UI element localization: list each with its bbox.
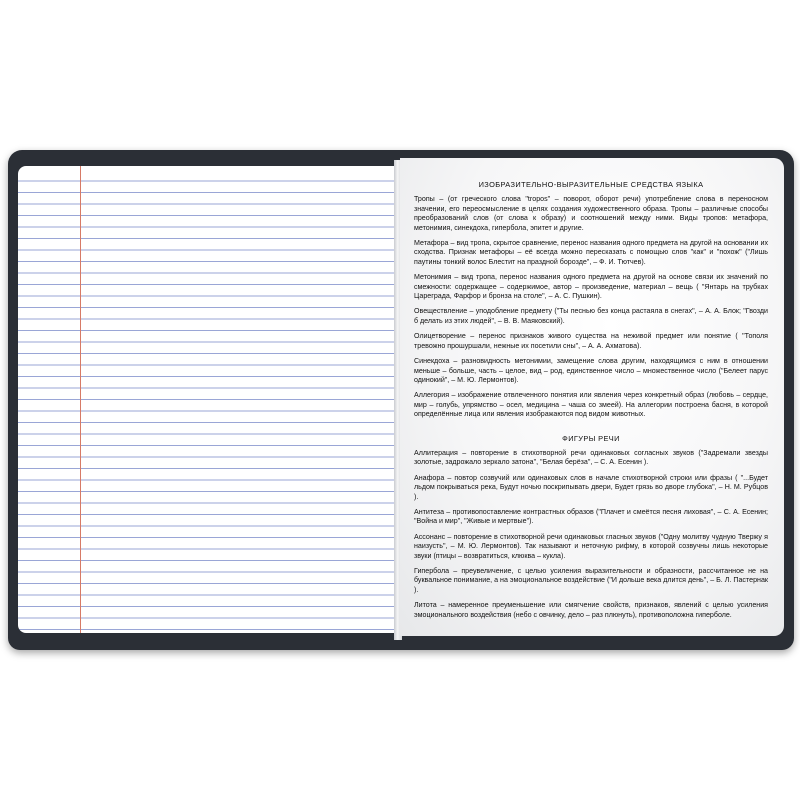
paragraph-synecdoche: Синекдоха – разновидность метонимии, замещение слова другим, находящимся с ним в отношении меньше – больше, часть – целое, вид – род, единственное число – множественное число ("Белеет парус одинокий", – М. Ю. Лермонтов). (414, 357, 768, 384)
section-title-figures: ФИГУРЫ РЕЧИ (562, 433, 620, 443)
paragraph-alliteration: Аллитерация – повторение в стихотворной речи одинаковых согласных звуков ("Задремали звезды золотые, задрожало зеркало затона", "Белая берёза", – С. А. Есенин ). (414, 448, 768, 467)
paragraph-personification: Олицетворение – перенос признаков живого существа на неживой предмет или понятие ( "Тополя тревожно прошуршали, нежные их посетили сны", – А. А. Ахматова). (414, 332, 768, 350)
paragraph-reification: Овеществление – уподобление предмету ("Ты песнью без конца растаяла в снегах", – А. А. Блок; "Гвозди б делать из этих людей", – В. В. Маяковский). (414, 307, 768, 325)
paragraph-antithesis: Антитеза – противопоставление контрастных образов ("Плачет и смеётся песня лиховая", – С. А. Есенин; "Война и мир", "Живые и мертвые"). (414, 507, 768, 526)
margin-line (80, 166, 81, 633)
lined-page (18, 166, 394, 633)
paragraph-hyperbole: Гипербола – преувеличение, с целью усиления выразительности и образности, рассчитанное не на буквальное понимание, а на эмоциональное воздействие ("И дольше века длится день", – Б. Л. Пастернак ). (414, 567, 768, 594)
reference-page (400, 158, 784, 636)
paragraph-litotes: Литота – намеренное преуменьшение или смягчение свойств, признаков, явлений с целью усиления эмоционального воздействия (небо с овчинку, дело – раз плюнуть), противоположна гиперболе. (414, 601, 768, 619)
reference-text (414, 180, 768, 626)
paragraph-tropes: Тропы – (от греческого слова "tropos" – поворот, оборот речи) употребление слова в переносном значении, его переосмысление в целях создания художественного образа. Тропы – различные способы преобразований слов (от слова к образу) и соотношений между ними. Виды тропов: метафора, метонимия, синекдоха, гипербола, эпитет и другие. (414, 195, 768, 232)
paragraph-allegory: Аллегория – изображение отвлеченного понятия или явления через конкретный образ (любовь – сердце, мир – голубь, упрямство – осел, медицина – чаша со змеей). На аллегории построена басня, в которой определённые лица или явления изображаются под видом животных. (414, 391, 768, 419)
paragraph-metaphor: Метафора – вид тропа, скрытое сравнение, перенос названия одного предмета на другой на основании их сходства. Признак метафоры – её всегда можно пересказать с помощью слов "как" и "похож" ("Лишь паутины тонкий волос Блестит на праздной бороздe", – Ф. И. Тютчев). (414, 239, 768, 266)
paragraph-anaphora: Анафора – повтор созвучий или одинаковых слов в начале стихотворной строки или фразы ( "...Будет льдом покрываться река, Будут ночью поскрипывать двери, Будет грязь во дворе глубока", – Н. М. Рубцов ). (414, 473, 768, 501)
section-title-tropes: ИЗОБРАЗИТЕЛЬНО-ВЫРАЗИТЕЛЬНЫЕ СРЕДСТВА ЯЗЫКА (478, 180, 704, 189)
paragraph-assonance: Ассонанс – повторение в стихотворной речи одинаковых гласных звуков ("Одну молитву чудную Твержу я наизусть", – М. Ю. Лермонтов). Так называют и неточную рифму, в которой созвучны лишь некоторые звуки (птицы – возвратиться, клюква – кукла). (414, 532, 768, 560)
paragraph-metonymy: Метонимия – вид тропа, перенос названия одного предмета на другой на основе связи их значений по смежности: содержащее – содержимое, автор – произведение, материал – вещь ( "Янтарь на трубках Цареграда, Фарфор и бронза на столе", – А. С. Пушкин). (414, 273, 768, 301)
